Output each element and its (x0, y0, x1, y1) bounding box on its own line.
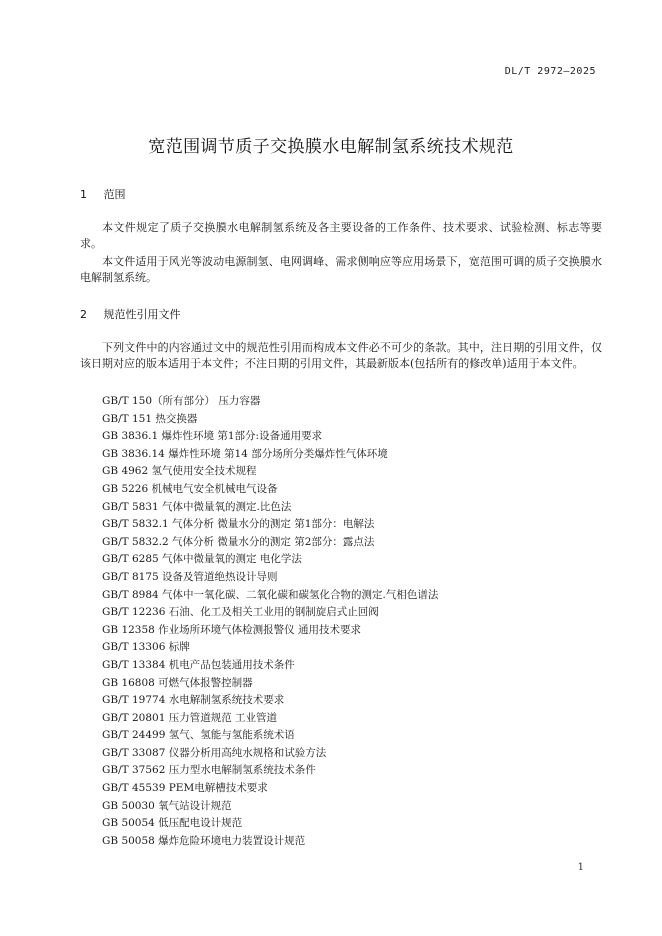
section-1-heading (80, 186, 126, 202)
references-intro-paragraph: 下列文件中的内容通过文中的规范性引用而构成本文件必不可少的条款。其中，注日期的引用文件，仅该日期对应的版本适用于本文件；不注日期的引用文件，其最新版本(包括所有的修改单)适用于本文件。 (80, 341, 602, 370)
page-number: 1 (577, 862, 584, 873)
scope-paragraph-1: 本文件规定了质子交换膜水电解制氢系统及各主要设备的工作条件、技术要求、试验检测、标志等要求。 (80, 221, 602, 250)
section-title: 范围 (103, 188, 126, 201)
reference-item: GB/T 13384 机电产品包装通用技术条件 (102, 658, 295, 671)
reference-item: GB/T 151 热交换器 (102, 412, 198, 425)
reference-item: GB/T 150（所有部分） 压力容器 (102, 395, 261, 407)
section-number: 2 (80, 308, 87, 321)
section-number: 1 (80, 188, 87, 201)
section-title: 规范性引用文件 (103, 308, 181, 321)
document-title: 宽范围调节质子交换膜水电解制氢系统技术规范 (148, 137, 514, 157)
reference-item: GB/T 45539 PEM电解槽技术要求 (102, 782, 268, 795)
reference-item: GB 50030 氧气站设计规范 (102, 799, 232, 812)
scope-paragraph-2: 本文件适用于风光等波动电源制氢、电网调峰、需求侧响应等应用场景下，宽范围可调的质子交换膜水电解制氢系统。 (80, 255, 602, 284)
section-2-heading (80, 306, 181, 322)
reference-item: GB/T 12236 石油、化工及相关工业用的钢制旋启式止回阀 (102, 606, 379, 619)
reference-item: GB 16808 可燃气体报警控制器 (102, 676, 253, 689)
reference-item: GB/T 5832.1 气体分析 微量水分的测定 第1部分：电解法 (102, 518, 375, 531)
reference-item: GB/T 5831 气体中微量氧的测定.比色法 (102, 500, 292, 513)
reference-item: GB/T 6285 气体中微量氧的测定 电化学法 (102, 553, 302, 566)
reference-item: GB 3836.1 爆炸性环境 第1部分:设备通用要求 (102, 430, 323, 443)
reference-item: GB 50058 爆炸危险环境电力装置设计规范 (102, 834, 306, 847)
reference-item: GB/T 8175 设备及管道绝热设计导则 (102, 570, 278, 583)
reference-item: GB/T 37562 压力型水电解制氢系统技术条件 (102, 764, 316, 777)
reference-item: GB 4962 氢气使用安全技术规程 (102, 465, 257, 478)
normative-references-list (102, 393, 438, 850)
reference-item: GB/T 33087 仪器分析用高纯水规格和试验方法 (102, 746, 327, 759)
reference-item: GB 12358 作业场所环境气体检测报警仪 通用技术要求 (102, 623, 362, 636)
document-code: DL/T 2972—2025 (504, 66, 596, 77)
reference-item: GB/T 5832.2 气体分析 微量水分的测定 第2部分：露点法 (102, 535, 375, 548)
reference-item: GB 3836.14 爆炸性环境 第14 部分场所分类爆炸性气体环境 (102, 447, 388, 460)
reference-item: GB/T 24499 氢气、氢能与氢能系统术语 (102, 729, 295, 742)
reference-item: GB/T 19774 水电解制氢系统技术要求 (102, 694, 285, 707)
reference-item: GB 50054 低压配电设计规范 (102, 817, 243, 830)
reference-item: GB/T 8984 气体中一氧化碳、二氧化碳和碳氢化合物的测定.气相色谱法 (102, 588, 439, 601)
reference-item: GB 5226 机械电气安全机械电气设备 (102, 482, 278, 495)
reference-item: GB/T 20801 压力管道规范 工业管道 (102, 711, 278, 724)
reference-item: GB/T 13306 标牌 (102, 641, 190, 654)
